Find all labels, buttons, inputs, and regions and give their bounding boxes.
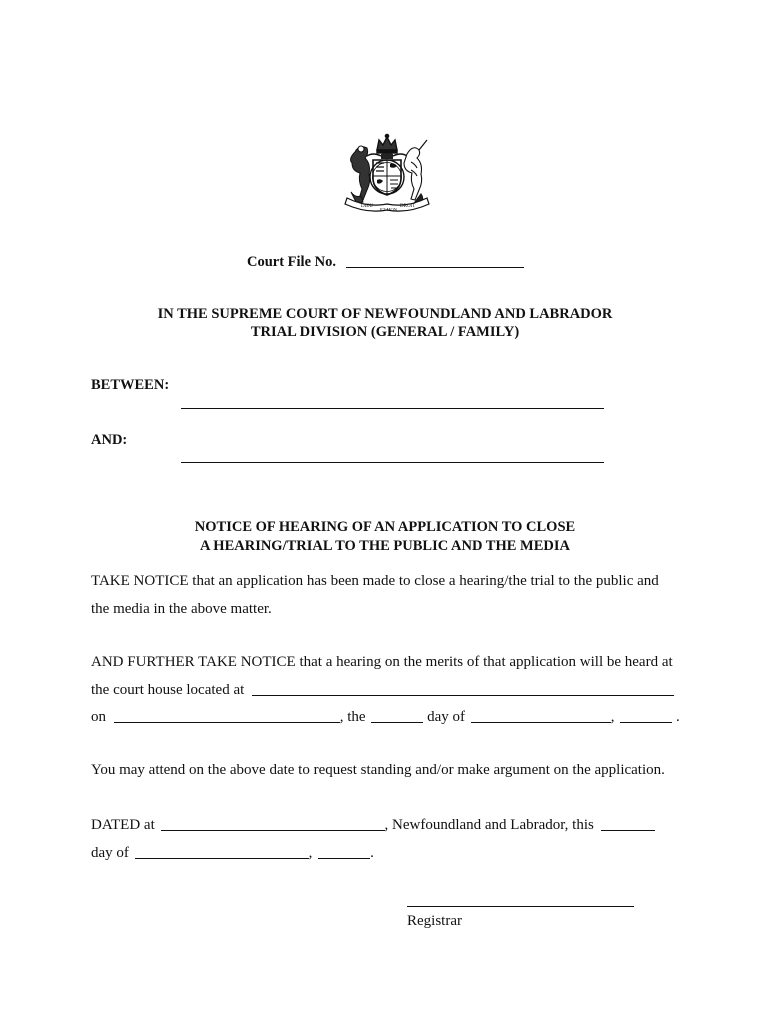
dated-comma-text: , <box>308 845 313 861</box>
court-file-number-field[interactable] <box>346 253 524 268</box>
dated-at-label: DATED at <box>91 817 155 833</box>
court-file-label: Court File No. <box>247 254 336 270</box>
hearing-weekday-field[interactable] <box>114 708 340 723</box>
hearing-year-field[interactable] <box>620 708 672 723</box>
hearing-day-field[interactable] <box>371 708 423 723</box>
court-title-line-2: TRIAL DIVISION (GENERAL / FAMILY) <box>250 324 520 340</box>
lion-supporter-icon <box>351 146 370 204</box>
registrar-signature-line[interactable] <box>407 906 634 907</box>
hearing-month-field[interactable] <box>471 708 611 723</box>
dated-period-text: . <box>370 845 374 861</box>
dated-day-field[interactable] <box>601 816 655 831</box>
on-label: on <box>91 709 106 725</box>
attend-paragraph: You may attend on the above date to request standing and/or make argument on the application. <box>91 762 665 778</box>
dated-day-of-label: day of <box>91 845 129 861</box>
courthouse-location-row <box>91 681 674 699</box>
courthouse-location-field[interactable] <box>252 681 674 696</box>
shield-icon <box>370 160 404 195</box>
dated-month-field[interactable] <box>135 844 309 859</box>
dated-location-field[interactable] <box>161 816 385 831</box>
motto-right-text: DROIT <box>400 204 416 209</box>
between-label: BETWEEN: <box>91 377 170 393</box>
day-of-label: day of <box>427 709 465 725</box>
plaintiff-name-field[interactable] <box>181 408 604 409</box>
defendant-name-field[interactable] <box>181 462 604 463</box>
motto-center-text: ET MON <box>380 207 398 212</box>
province-this-label: , Newfoundland and Labrador, this <box>384 817 594 833</box>
period-text: . <box>675 709 680 725</box>
registrar-label: Registrar <box>407 913 462 929</box>
motto-left-text: DIEU <box>361 204 373 209</box>
court-file-number <box>247 253 524 271</box>
royal-coat-of-arms-emblem <box>337 132 437 216</box>
court-title-line-1: IN THE SUPREME COURT OF NEWFOUNDLAND AND LABRADOR <box>157 306 613 322</box>
take-notice-line-1: TAKE NOTICE that an application has been made to close a hearing/the trial to the public and <box>91 573 659 589</box>
dated-at-row <box>91 816 655 834</box>
hearing-date-row <box>91 708 680 726</box>
the-label: , the <box>339 709 366 725</box>
dated-year-field[interactable] <box>318 844 370 859</box>
take-notice-line-2: the media in the above matter. <box>91 601 272 617</box>
further-notice-line-1: AND FURTHER TAKE NOTICE that a hearing on the merits of that application will be heard at <box>91 654 673 670</box>
unicorn-supporter-icon <box>404 140 427 204</box>
and-label: AND: <box>91 432 128 448</box>
courthouse-label: the court house located at <box>91 682 245 698</box>
dated-day-of-row <box>91 844 374 862</box>
notice-title-line-1: NOTICE OF HEARING OF AN APPLICATION TO CLOSE <box>194 519 576 535</box>
crown-icon <box>377 134 397 153</box>
comma-text: , <box>610 709 615 725</box>
notice-title-line-2: A HEARING/TRIAL TO THE PUBLIC AND THE MEDIA <box>200 538 570 554</box>
